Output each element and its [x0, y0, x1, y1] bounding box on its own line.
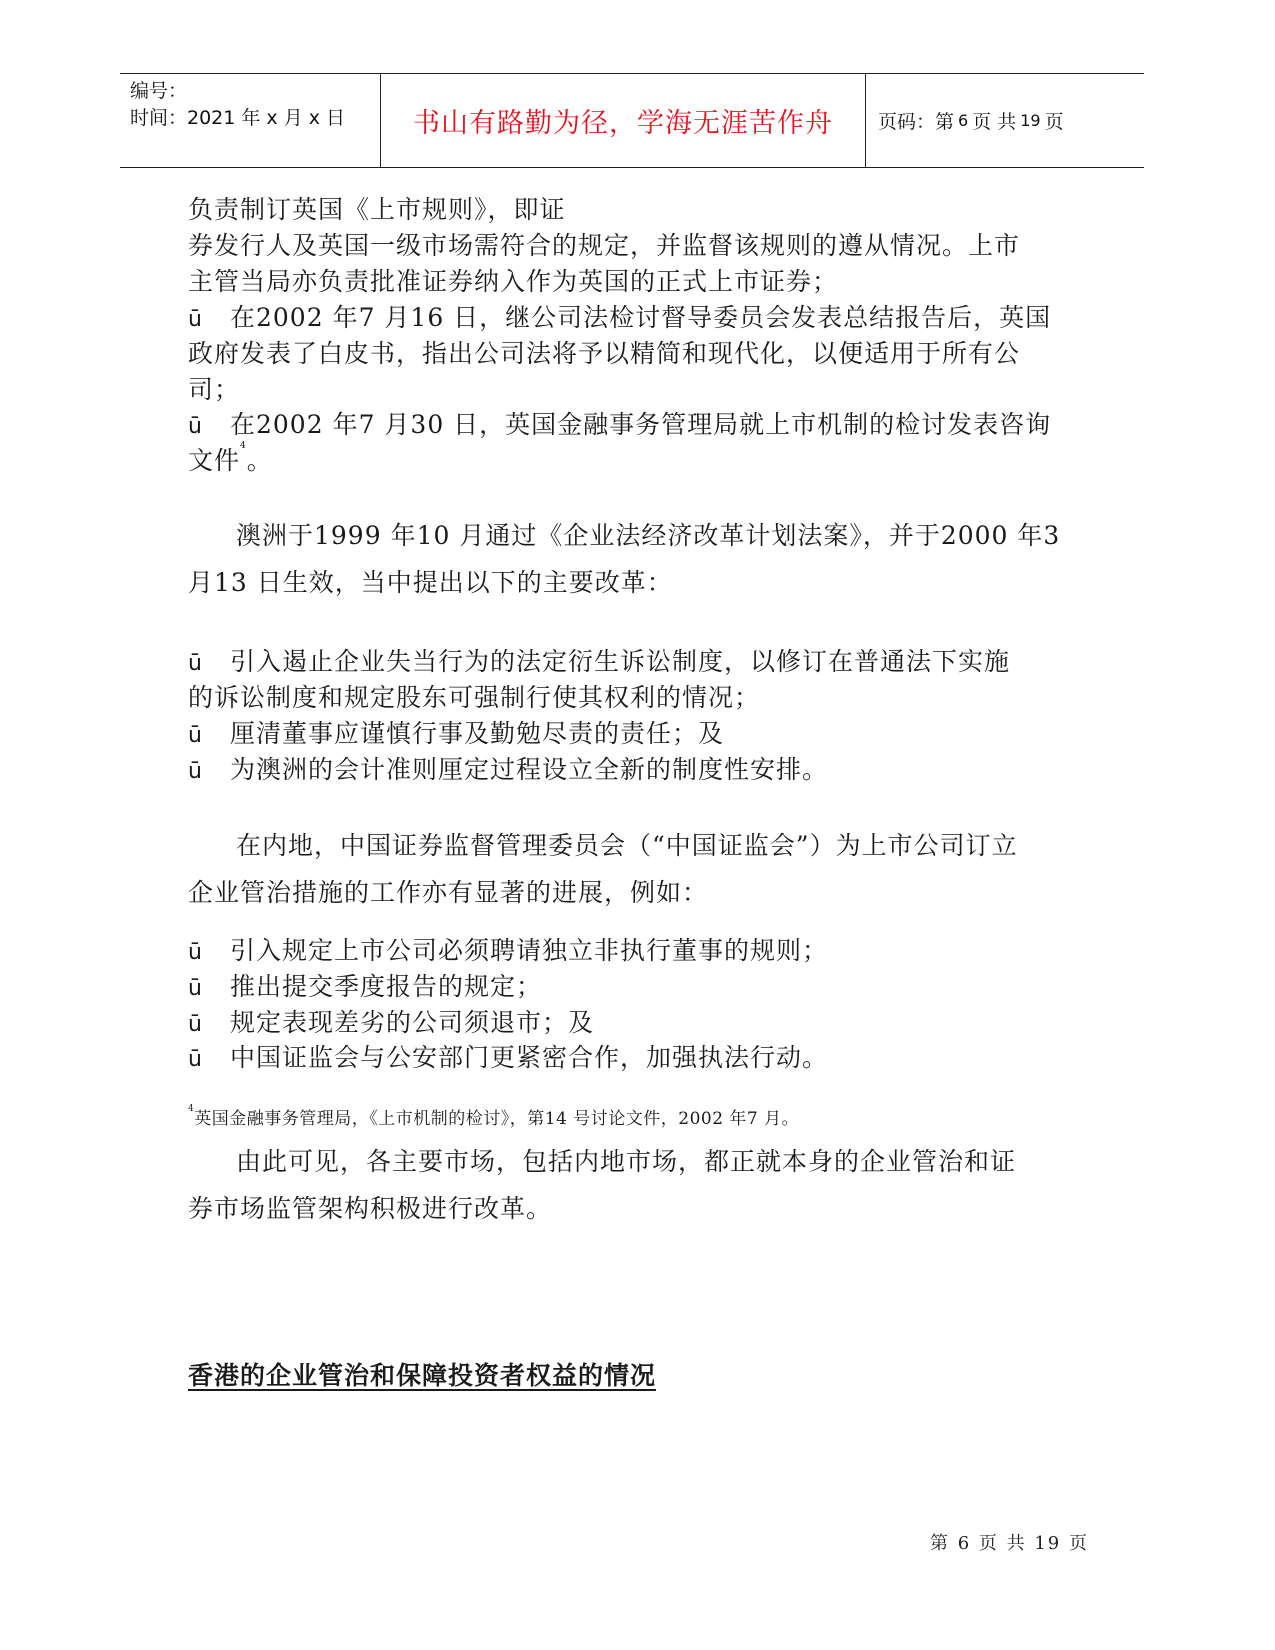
- list-item-text: 推出提交季度报告的规定；: [230, 972, 543, 1001]
- header-page-number: 6: [958, 111, 969, 130]
- footnote: [188, 1104, 799, 1129]
- paragraph-line: 券发行人及英国一级市场需符合的规定，并监督该规则的遵从情况。上市: [188, 231, 1021, 260]
- paragraph-line: [188, 441, 273, 477]
- bullet-icon: ū: [188, 976, 203, 1001]
- bullet-icon: ū: [188, 1047, 203, 1072]
- paragraph-line: 司；: [188, 375, 241, 404]
- paragraph-line: 券市场监管架构积极进行改革。: [188, 1194, 553, 1223]
- header-page-suffix: 页: [1044, 111, 1064, 133]
- list-item: [188, 1003, 594, 1039]
- list-item: [188, 1038, 828, 1074]
- bullet-icon: ū: [188, 723, 203, 748]
- paragraph-text: 文件: [188, 446, 241, 475]
- paragraph-line: 企业管治措施的工作亦有显著的进展，例如：: [188, 878, 709, 907]
- footnote-mark: 4: [188, 1104, 195, 1114]
- list-item-text: 中国证监会与公安部门更紧密合作，加强执法行动。: [230, 1043, 829, 1072]
- bullet-icon: ū: [188, 759, 203, 784]
- list-item-text: 为澳洲的会计准则厘定过程设立全新的制度性安排。: [230, 755, 829, 784]
- list-item-text: 在2002 年7 月16 日，继公司法检讨督导委员会发表总结报告后，英国: [230, 303, 1052, 332]
- header-page-mid: 页 共: [972, 111, 1017, 133]
- paragraph-line: 在内地，中国证券监督管理委员会（“中国证监会”）为上市公司订立: [236, 831, 1018, 860]
- list-item-text: 规定表现差劣的公司须退市；及: [230, 1008, 595, 1037]
- list-item: [188, 750, 828, 786]
- header-page-info: [866, 74, 1144, 167]
- bullet-icon: ū: [188, 940, 203, 965]
- list-item: [188, 298, 1051, 334]
- header-time-label: 时间：2021 年 x 月 x 日: [130, 107, 346, 129]
- paragraph-line: 澳洲于1999 年10 月通过《企业法经济改革计划法案》，并于2000 年3: [236, 521, 1061, 550]
- list-item-text: 引入规定上市公司必须聘请独立非执行董事的规则；: [230, 936, 829, 965]
- header-number-label: 编号：: [130, 80, 188, 102]
- list-item-text: 在2002 年7 月30 日，英国金融事务管理局就上市机制的检讨发表咨询: [230, 410, 1052, 439]
- paragraph-line: 由此可见，各主要市场，包括内地市场，都正就本身的企业管治和证: [236, 1147, 1017, 1176]
- list-item: [188, 405, 1051, 441]
- footnote-text: 英国金融事务管理局，《上市机制的检讨》，第14 号讨论文件，2002 年7 月。: [194, 1109, 800, 1129]
- paragraph-line: 负责制订英国《上市规则》，即证: [188, 195, 566, 224]
- header-motto: 书山有路勤为径，学海无涯苦作舟: [381, 74, 866, 167]
- paragraph-text: 。: [246, 446, 273, 475]
- list-item: [188, 642, 1010, 678]
- list-item-text: 厘清董事应谨慎行事及勤勉尽责的责任；及: [230, 719, 725, 748]
- header-page-prefix: 页码：第: [878, 111, 955, 133]
- section-heading: 香港的企业管治和保障投资者权益的情况: [188, 1361, 657, 1390]
- document-header: [120, 73, 1144, 168]
- paragraph-line: 主管当局亦负责批准证券纳入作为英国的正式上市证券；: [188, 267, 839, 296]
- paragraph-line: 月13 日生效，当中提出以下的主要改革：: [188, 568, 673, 597]
- paragraph-line: 的诉讼制度和规定股东可强制行使其权利的情况；: [188, 683, 761, 712]
- list-item: [188, 931, 828, 967]
- footnote-ref: 4: [240, 441, 247, 451]
- list-item: [188, 967, 542, 1003]
- bullet-icon: ū: [188, 307, 203, 332]
- list-item: [188, 714, 724, 750]
- list-item-text: 引入遏止企业失当行为的法定衍生诉讼制度，以修订在普通法下实施: [230, 647, 1011, 676]
- header-page-total: 19: [1020, 111, 1041, 130]
- header-meta: [120, 74, 381, 167]
- page-footer: 第 6 页 共 19 页: [930, 1533, 1089, 1554]
- bullet-icon: ū: [188, 414, 203, 439]
- bullet-icon: ū: [188, 651, 203, 676]
- bullet-icon: ū: [188, 1012, 203, 1037]
- paragraph-line: 政府发表了白皮书，指出公司法将予以精简和现代化，以便适用于所有公: [188, 339, 1021, 368]
